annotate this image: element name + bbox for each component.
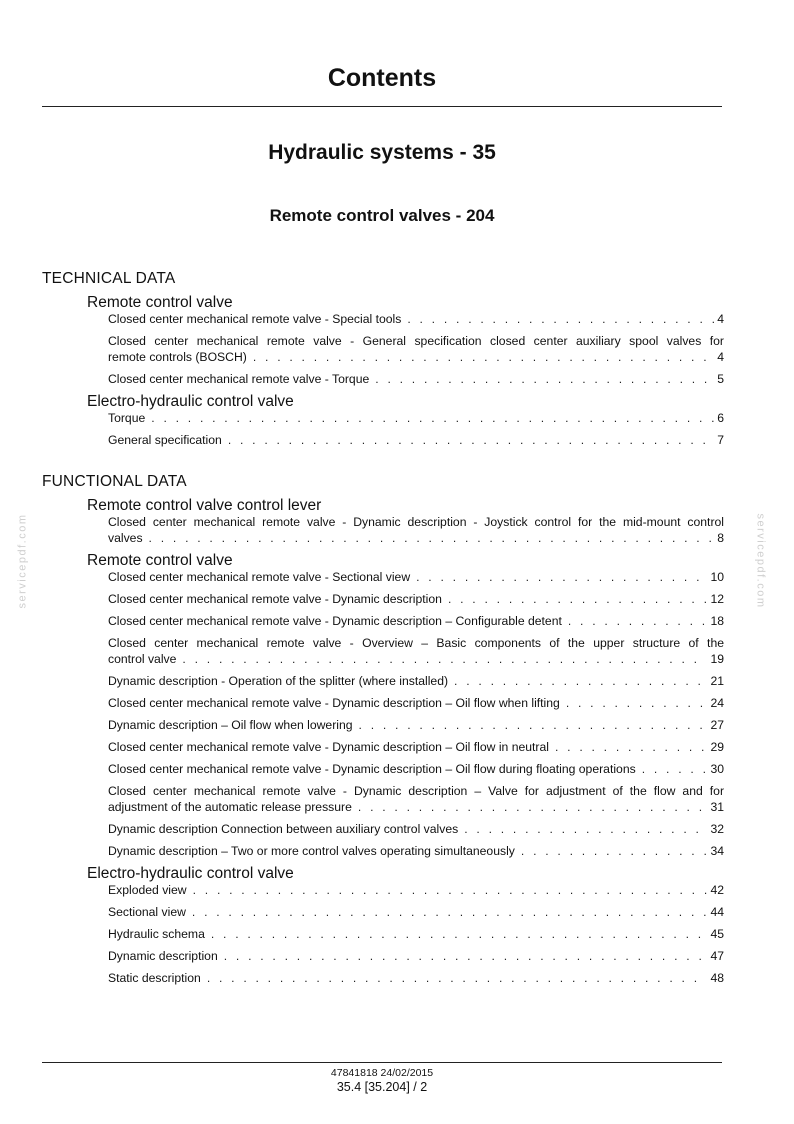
entry-text: Closed center mechanical remote valve - Dynamic description – Oil flow when lifting xyxy=(108,696,560,710)
topic-title: Remote control valve xyxy=(87,552,233,569)
leader-dots xyxy=(182,651,707,667)
toc-entry[interactable] xyxy=(108,591,724,607)
entry-text-line1: Closed center mechanical remote valve - Dynamic description - Joystick control for the mid-mount control xyxy=(108,515,724,529)
topic-title: Electro-hydraulic control valve xyxy=(87,865,294,882)
entry-text: Closed center mechanical remote valve - Dynamic description xyxy=(108,592,442,606)
header-rule xyxy=(42,106,722,107)
toc-entry[interactable] xyxy=(108,948,724,964)
entry-page: 45 xyxy=(710,927,724,941)
entry-text: Exploded view xyxy=(108,883,187,897)
entry-text: valves xyxy=(108,531,143,545)
topic xyxy=(87,294,724,387)
leader-dots xyxy=(568,613,708,629)
toc-entry[interactable] xyxy=(108,970,724,986)
entry-page: 34 xyxy=(710,844,724,858)
leader-dots xyxy=(224,948,708,964)
footer-rule xyxy=(42,1062,722,1063)
toc-entry[interactable] xyxy=(108,882,724,898)
leader-dots xyxy=(642,761,708,777)
page-title: Contents xyxy=(327,64,437,92)
toc-entry[interactable] xyxy=(108,673,724,689)
toc-entry[interactable] xyxy=(108,613,724,629)
entry-page: 42 xyxy=(710,883,724,897)
leader-dots xyxy=(454,673,707,689)
section-title: Remote control valves - 204 xyxy=(269,206,495,225)
entry-text: Dynamic description xyxy=(108,949,218,963)
entry-page: 31 xyxy=(710,800,724,814)
entry-page: 27 xyxy=(710,718,724,732)
leader-dots xyxy=(375,371,714,387)
toc-entry[interactable] xyxy=(108,333,724,365)
topic-title: Remote control valve control lever xyxy=(87,497,322,514)
entry-text: Static description xyxy=(108,971,201,985)
toc-entry[interactable] xyxy=(108,717,724,733)
toc-entry[interactable] xyxy=(108,904,724,920)
entry-page: 4 xyxy=(717,312,724,326)
topic xyxy=(87,865,724,986)
leader-dots xyxy=(416,569,707,585)
leader-dots xyxy=(566,695,708,711)
entry-text: Dynamic description - Operation of the splitter (where installed) xyxy=(108,674,449,688)
leader-dots xyxy=(253,349,714,365)
toc-entry[interactable] xyxy=(108,569,724,585)
leader-dots xyxy=(192,904,708,920)
entry-page: 6 xyxy=(717,411,724,425)
entry-text: Closed center mechanical remote valve - Torque xyxy=(108,372,370,386)
entry-page: 48 xyxy=(710,971,724,985)
leader-dots xyxy=(407,311,714,327)
toc-entry[interactable] xyxy=(108,635,724,667)
entry-page: 19 xyxy=(710,652,724,666)
footer-page-ref: 35.4 [35.204] / 2 xyxy=(336,1080,428,1094)
entry-page: 32 xyxy=(710,822,724,836)
leader-dots xyxy=(555,739,707,755)
leader-dots xyxy=(448,591,707,607)
entry-text: Torque xyxy=(108,411,146,425)
entry-text: Closed center mechanical remote valve - Dynamic description – Oil flow during floating operations xyxy=(108,762,636,776)
toc-entry[interactable] xyxy=(108,371,724,387)
leader-dots xyxy=(358,799,708,815)
entry-page: 47 xyxy=(710,949,724,963)
entry-text: adjustment of the automatic release pressure xyxy=(108,800,352,814)
watermark-right: servicepdf.com xyxy=(754,513,767,609)
entry-page: 21 xyxy=(710,674,724,688)
toc-entry[interactable] xyxy=(108,695,724,711)
entry-text: Closed center mechanical remote valve - Special tools xyxy=(108,312,402,326)
toc-entry[interactable] xyxy=(108,410,724,426)
watermark-left: servicepdf.com xyxy=(16,513,29,609)
entry-text: Dynamic description Connection between auxiliary control valves xyxy=(108,822,459,836)
entry-page: 10 xyxy=(710,570,724,584)
entry-text-line1: Closed center mechanical remote valve - Overview – Basic components of the upper structure of the xyxy=(108,636,724,650)
entry-text: Closed center mechanical remote valve - Sectional view xyxy=(108,570,411,584)
toc-entry[interactable] xyxy=(108,783,724,815)
entry-page: 44 xyxy=(710,905,724,919)
entry-text: remote controls (BOSCH) xyxy=(108,350,247,364)
entry-page: 30 xyxy=(710,762,724,776)
toc-entry[interactable] xyxy=(108,843,724,859)
entry-page: 18 xyxy=(710,614,724,628)
entry-text: Closed center mechanical remote valve - Dynamic description – Configurable detent xyxy=(108,614,562,628)
topic xyxy=(87,497,724,546)
leader-dots xyxy=(207,970,708,986)
entry-text: control valve xyxy=(108,652,177,666)
entry-page: 7 xyxy=(717,433,724,447)
leader-dots xyxy=(149,530,715,546)
toc-entry[interactable] xyxy=(108,821,724,837)
topic-title: Remote control valve xyxy=(87,294,233,311)
group-technical-data: TECHNICAL DATA xyxy=(42,270,176,287)
leader-dots xyxy=(228,432,714,448)
leader-dots xyxy=(521,843,708,859)
entry-page: 29 xyxy=(710,740,724,754)
entry-text-line1: Closed center mechanical remote valve - General specification closed center auxiliary spool valves for xyxy=(108,334,724,348)
leader-dots xyxy=(151,410,714,426)
topic xyxy=(87,552,724,859)
entry-text: General specification xyxy=(108,433,222,447)
entry-text: Closed center mechanical remote valve - Dynamic description – Oil flow in neutral xyxy=(108,740,549,754)
entry-text: Sectional view xyxy=(108,905,186,919)
entry-text: Hydraulic schema xyxy=(108,927,205,941)
toc-entry[interactable] xyxy=(108,739,724,755)
topic-title: Electro-hydraulic control valve xyxy=(87,393,294,410)
table-of-contents xyxy=(42,270,724,992)
entry-page: 4 xyxy=(717,350,724,364)
topic xyxy=(87,393,724,448)
entry-text-line1: Closed center mechanical remote valve - Dynamic description – Valve for adjustment of the flow and for xyxy=(108,784,724,798)
leader-dots xyxy=(359,717,708,733)
entry-page: 24 xyxy=(710,696,724,710)
leader-dots xyxy=(211,926,708,942)
entry-text: Dynamic description – Two or more control valves operating simultaneously xyxy=(108,844,515,858)
leader-dots xyxy=(193,882,708,898)
leader-dots xyxy=(464,821,707,837)
entry-page: 8 xyxy=(717,531,724,545)
group-functional-data: FUNCTIONAL DATA xyxy=(42,473,187,490)
toc-entry[interactable] xyxy=(108,761,724,777)
entry-text: Dynamic description – Oil flow when lowering xyxy=(108,718,353,732)
entry-page: 5 xyxy=(717,372,724,386)
toc-entry[interactable] xyxy=(108,514,724,546)
toc-entry[interactable] xyxy=(108,926,724,942)
toc-entry[interactable] xyxy=(108,432,724,448)
toc-entry[interactable] xyxy=(108,311,724,327)
footer-doc-ref: 47841818 24/02/2015 xyxy=(330,1067,434,1079)
chapter-title: Hydraulic systems - 35 xyxy=(268,141,496,164)
entry-page: 12 xyxy=(710,592,724,606)
